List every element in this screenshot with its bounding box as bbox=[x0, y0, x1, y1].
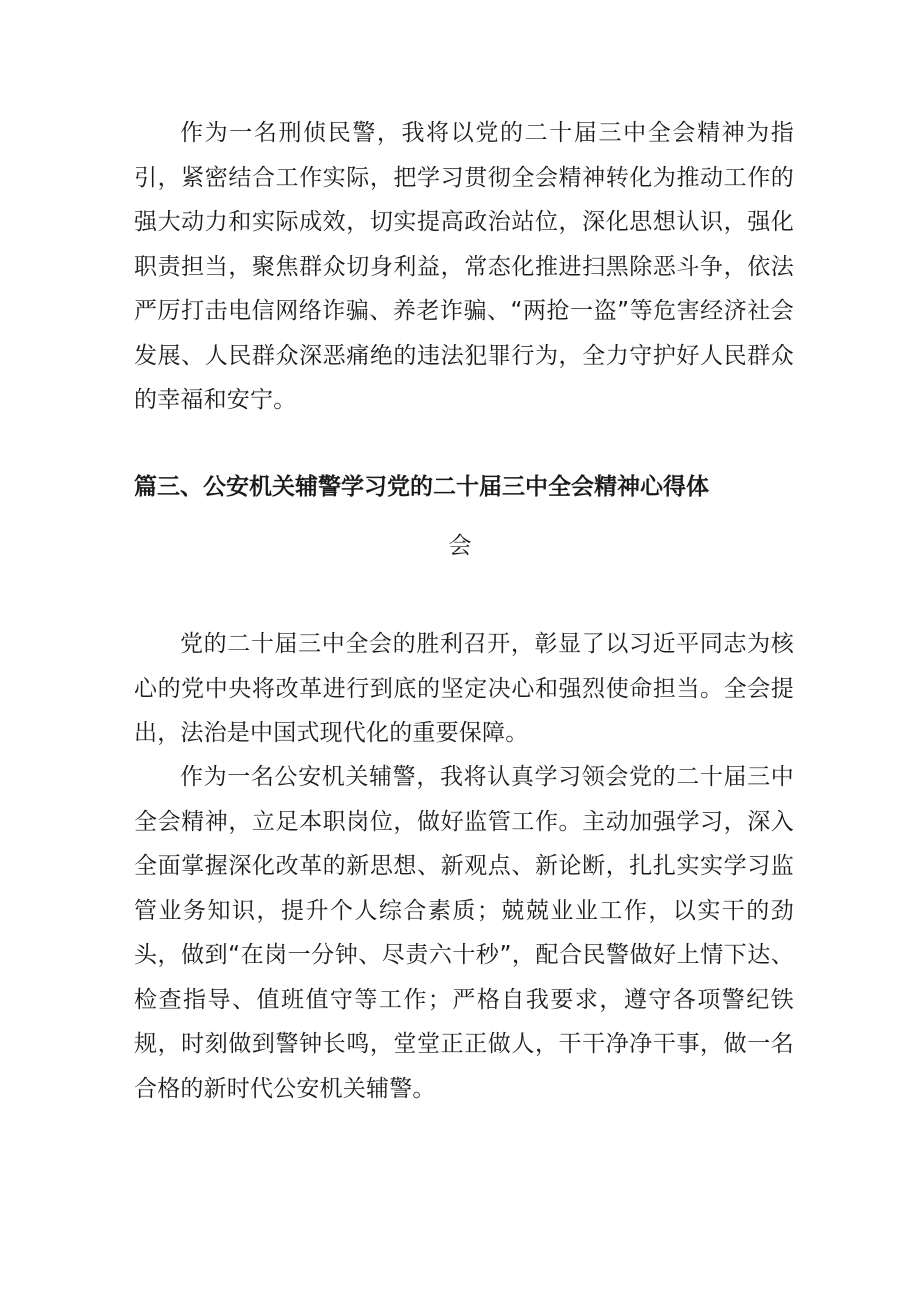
body-paragraph-3: 作为一名公安机关辅警，我将认真学习领会党的二十届三中全会精神，立足本职岗位，做好监管工作。主动加强学习，深入全面掌握深化改革的新思想、新观点、新论断，扎扎实实学习监管业务知识，提升个人综合素质；兢兢业业工作，以实干的劲头，做到“在岗一分钟、尽责六十秒”，配合民警做好上情下达、检查指导、值班值守等工作；严格自我要求，遵守各项警纪铁规，时刻做到警钟长鸣，堂堂正正做人，干干净净干事，做一名合格的新时代公安机关辅警。 bbox=[134, 764, 794, 1102]
section-heading: 篇三、公安机关辅警学习党的二十届三中全会精神心得体 bbox=[134, 474, 709, 500]
body-paragraph-2: 党的二十届三中全会的胜利召开，彰显了以习近平同志为核心的党中央将改革进行到底的坚定决心和强烈使命担当。全会提出，法治是中国式现代化的重要保障。 bbox=[134, 631, 794, 746]
body-paragraph-1: 作为一名刑侦民警，我将以党的二十届三中全会精神为指引，紧密结合工作实际，把学习贯彻全会精神转化为推动工作的强大动力和实际成效，切实提高政治站位，深化思想认识，强化职责担当，聚焦群众切身利益，常态化推进扫黑除恶斗争，依法严厉打击电信网络诈骗、养老诈骗、“两抢一盗”等危害经济社会发展、人民群众深恶痛绝的违法犯罪行为，全力守护好人民群众的幸福和安宁。 bbox=[134, 120, 794, 413]
section-heading-continuation: 会 bbox=[448, 533, 472, 559]
